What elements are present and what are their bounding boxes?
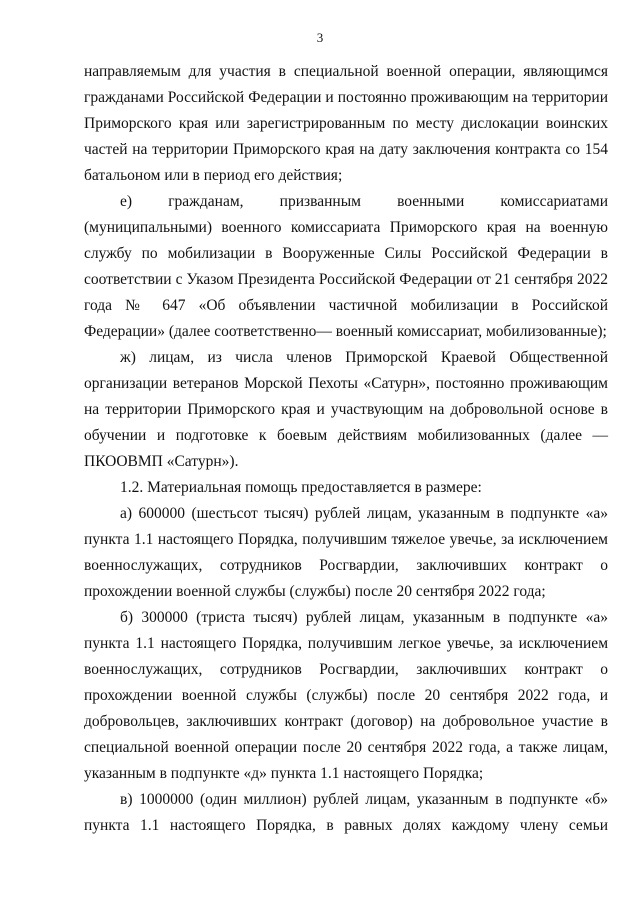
paragraph-section-1-2: 1.2. Материальная помощь предоставляется в размере:: [120, 479, 482, 496]
paragraph-item-zh: ж) лицам, из числа членов Приморской Краевой Общественной организации ветеранов Морской Пехоты «Сатурн», постоянно проживающим на территории Приморского края и участвующим на добровольной основе в обучении и подготовке к боевым действиям мобилизованных (далее — ПКООВМП «Сатурн»).: [84, 349, 608, 470]
document-body: [84, 59, 608, 839]
paragraph-item-v: в) 1000000 (один миллион) рублей лицам, указанным в подпункте «б» пункта 1.1 настоящего Порядка, в равных долях каждому члену семьи: [84, 791, 608, 834]
paragraph-item-a: а) 600000 (шестьсот тысяч) рублей лицам, указанным в подпункте «а» пункта 1.1 настоящего Порядка, получившим тяжелое увечье, за исключением военнослужащих, сотрудников Росгвардии, заключивших контракт о прохождении военной службы (службы) после 20 сентября 2022 года;: [84, 505, 608, 600]
paragraph-continuation: направляемым для участия в специальной военной операции, являющимся гражданами Российской Федерации и постоянно проживающим на территории Приморского края или зарегистрированным по месту дислокации воинских частей на территории Приморского края на дату заключения контракта со 154 батальоном или в период его действия;: [84, 63, 608, 184]
paragraph-item-e: е) гражданам, призванным военными комиссариатами (муниципальными) военного комиссариата Приморского края на военную службу по мобилизации в Вооруженные Силы Российской Федерации в соответствии с Указом Президента Российской Федерации от 21 сентября 2022 года № 647 «Об объявлении частичной мобилизации в Российской Федерации» (далее соответственно— военный комиссариат, мобилизованные);: [84, 193, 608, 340]
paragraph-item-b: б) 300000 (триста тысяч) рублей лицам, указанным в подпункте «а» пункта 1.1 настоящего Порядка, получившим легкое увечье, за исключением военнослужащих, сотрудников Росгвардии, заключивших контракт о прохождении военной службы (службы) после 20 сентября 2022 года, и добровольцев, заключивших контракт (договор) на добровольное участие в специальной военной операции после 20 сентября 2022 года, а также лицам, указанным в подпункте «д» пункта 1.1 настоящего Порядка;: [84, 609, 608, 782]
page-number: 3: [316, 30, 324, 45]
